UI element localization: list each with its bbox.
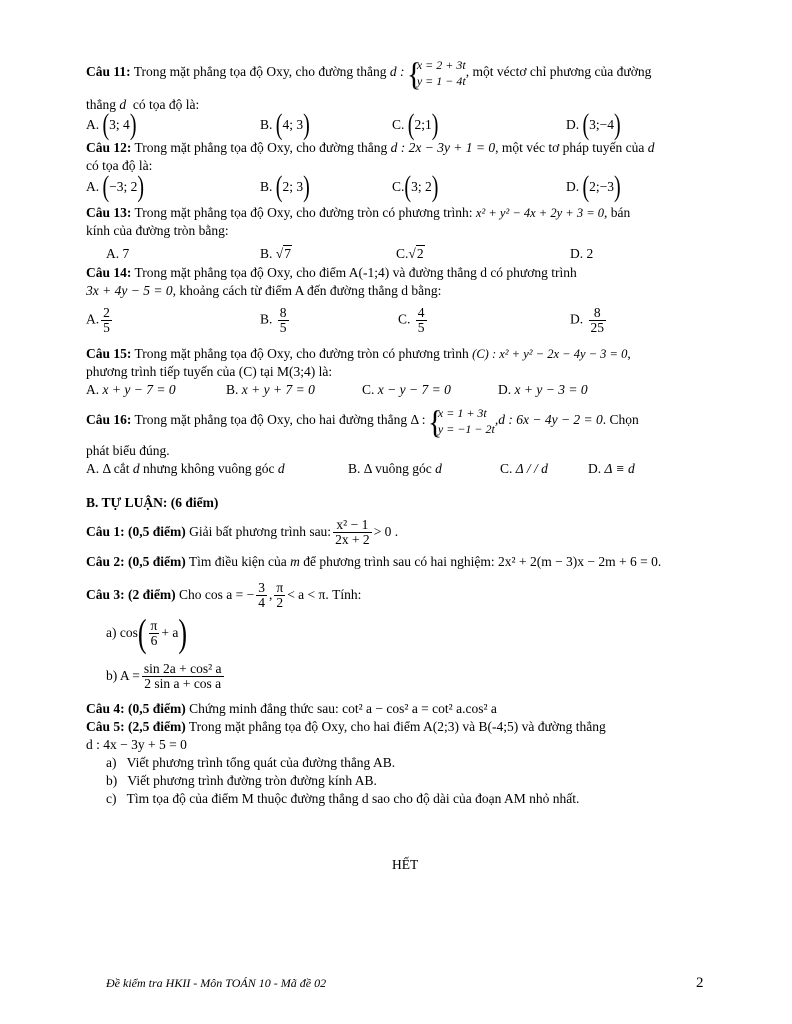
q13-option-a: A. 7: [106, 246, 130, 261]
e5-stem: Câu 5: (2,5 điểm) Trong mặt phẳng tọa độ Oxy, cho hai điểm A(2;3) và B(-4;5) và đường thẳng: [86, 719, 606, 734]
q12-option-d: D. (2;−3): [566, 170, 621, 204]
q11-label: Câu 11:: [86, 64, 131, 79]
q16-option-c: C. Δ / / d: [500, 461, 548, 476]
q11-option-c: C. (2;1): [392, 108, 439, 142]
q16-option-a: A. Δ cắt d nhưng không vuông góc d: [86, 461, 285, 476]
q11-stem-2: thẳng d có tọa độ là:: [86, 97, 200, 112]
q14-option-c: C. $\frac{4}{5}$: [398, 305, 425, 335]
q13-stem: Câu 13: Trong mặt phẳng tọa độ Oxy, cho đường tròn có phương trình: x² + y² − 4x + 2y + 3 = 0, bán: [86, 205, 631, 220]
q13-stem-2: kính của đường tròn bằng:: [86, 223, 229, 238]
e5-item-b: b) Viết phương trình đường tròn đường kính AB.: [106, 773, 377, 788]
q16-stem-2: phát biểu đúng.: [86, 443, 170, 458]
e5-item-c: c) Tìm tọa độ của điểm M thuộc đường thẳng d sao cho độ dài của đoạn AM nhỏ nhất.: [106, 791, 580, 806]
q14-option-b: B. $\frac{8}{5}$: [260, 305, 287, 335]
q14-option-d: D. $\frac{8}{25}$: [570, 305, 604, 335]
q14-label: Câu 14:: [86, 265, 132, 280]
e3-stem: Câu 3: (2 điểm) Cho cos a = − $\frac{3}{4}$ , $\frac{\pi}{2}$ < a < π. Tính:: [86, 580, 362, 611]
e2-stem: Câu 2: (0,5 điểm) Tìm điều kiện của m để phương trình sau có hai nghiệm: 2x² + 2(m − 3)x − 2m + 6 = 0.: [86, 554, 662, 569]
q12-option-c: C.(3; 2): [392, 170, 439, 204]
q14-stem: Câu 14: Trong mặt phẳng tọa độ Oxy, cho điểm A(-1;4) và đường thẳng d có phương trình: [86, 265, 577, 280]
q11-text: Trong mặt phẳng tọa độ Oxy, cho đường thẳng: [133, 64, 387, 79]
e3-part-b: b) A = $\frac{\text{sin 2a + cos² a}}{\text{2 sin a + cos a}}$: [106, 661, 222, 692]
e2-equation: 2x² + 2(m − 3)x − 2m + 6 = 0.: [498, 554, 662, 569]
e2-label: Câu 2: (0,5 điểm): [86, 554, 186, 569]
q12-stem: Câu 12: Trong mặt phẳng tọa độ Oxy, cho đường thẳng d : 2x − 3y + 1 = 0, một véc tơ pháp tuyến của d: [86, 140, 655, 155]
q14-option-a: A. $\frac{2}{5}$: [86, 305, 110, 335]
section-heading: B. TỰ LUẬN: (6 điểm): [86, 495, 219, 510]
page-number: 2: [696, 975, 704, 991]
footer-text: Đề kiểm tra HKII - Môn TOÁN 10 - Mã đề 02: [106, 976, 327, 990]
q16-system: { x = 1 + 3t y = −1 − 2t: [429, 405, 495, 437]
q15-option-d: D. x + y − 3 = 0: [498, 382, 588, 397]
q12-stem-2: có tọa độ là:: [86, 158, 153, 173]
q12-option-a: A. (−3; 2): [86, 170, 145, 204]
e3-part-a: a) cos( $\frac{\pi}{6}$ + a): [106, 611, 188, 655]
q16-stem: Câu 16: Trong mặt phẳng tọa độ Oxy, cho hai đường thẳng Δ : { x = 1 + 3t y = −1 − 2t ,d : 6x − 4y − 2 = 0. Chọn: [86, 400, 639, 440]
e4-label: Câu 4: (0,5 điểm): [86, 701, 186, 716]
q11-option-a: A. (3; 4): [86, 108, 137, 142]
q12-option-b: B. (2; 3): [260, 170, 310, 204]
q16-option-b: B. Δ vuông góc d: [348, 461, 442, 476]
q14-equation: 3x + 4y − 5 = 0: [86, 283, 173, 298]
q16-option-d: D. Δ ≡ d: [588, 461, 635, 476]
q15-option-b: B. x + y + 7 = 0: [226, 382, 315, 397]
q11-option-d: D. (3;−4): [566, 108, 621, 142]
q11-option-b: B. (4; 3): [260, 108, 310, 142]
q13-equation: x² + y² − 4x + 2y + 3 = 0: [475, 206, 605, 220]
q15-label: Câu 15:: [86, 346, 132, 361]
q16-label: Câu 16:: [86, 412, 132, 427]
q11-d: d :: [389, 64, 405, 79]
e4-equation: cot² a − cos² a = cot² a.cos² a: [342, 701, 497, 716]
e3-label: Câu 3: (2 điểm): [86, 587, 176, 602]
q15-stem: Câu 15: Trong mặt phẳng tọa độ Oxy, cho đường tròn có phương trình (C) : x² + y² − 2x − 4y − 3 = 0,: [86, 346, 631, 361]
q13-option-c: C.√2: [396, 246, 424, 261]
q15-option-c: C. x − y − 7 = 0: [362, 382, 451, 397]
q12-equation: d : 2x − 3y + 1 = 0: [390, 140, 496, 155]
q12-label: Câu 12:: [86, 140, 132, 155]
e5-equation: d : 4x − 3y + 5 = 0: [86, 737, 187, 752]
e5-item-a: a) Viết phương trình tổng quát của đường thẳng AB.: [106, 755, 396, 770]
q15-option-a: A. x + y − 7 = 0: [86, 382, 176, 397]
q11-stem: Câu 11: Trong mặt phẳng tọa độ Oxy, cho đường thẳng d : { x = 2 + 3t y = 1 − 4t , một véctơ chỉ phương của đường: [86, 52, 651, 92]
q13-label: Câu 13:: [86, 205, 132, 220]
e4-stem: Câu 4: (0,5 điểm) Chứng minh đẳng thức sau: cot² a − cos² a = cot² a.cos² a: [86, 701, 497, 716]
e1-label: Câu 1: (0,5 điểm): [86, 524, 186, 539]
q15-equation: (C) : x² + y² − 2x − 4y − 3 = 0: [472, 347, 628, 361]
q13-option-b: B. √7: [260, 246, 291, 261]
q11-system: { x = 2 + 3t y = 1 − 4t: [408, 57, 466, 89]
e1-stem: Câu 1: (0,5 điểm) Giải bất phương trình sau: $\frac{\text{x² − 1}}{2x + 2}$ > 0 .: [86, 517, 399, 548]
q13-option-d: D. 2: [570, 246, 594, 261]
q14-stem-2: 3x + 4y − 5 = 0, khoảng cách từ điểm A đến đường thẳng d bằng:: [86, 283, 442, 298]
e5-label: Câu 5: (2,5 điểm): [86, 719, 186, 734]
q15-stem-2: phương trình tiếp tuyến của (C) tại M(3;4) là:: [86, 364, 333, 379]
end-mark: HẾT: [392, 857, 419, 872]
